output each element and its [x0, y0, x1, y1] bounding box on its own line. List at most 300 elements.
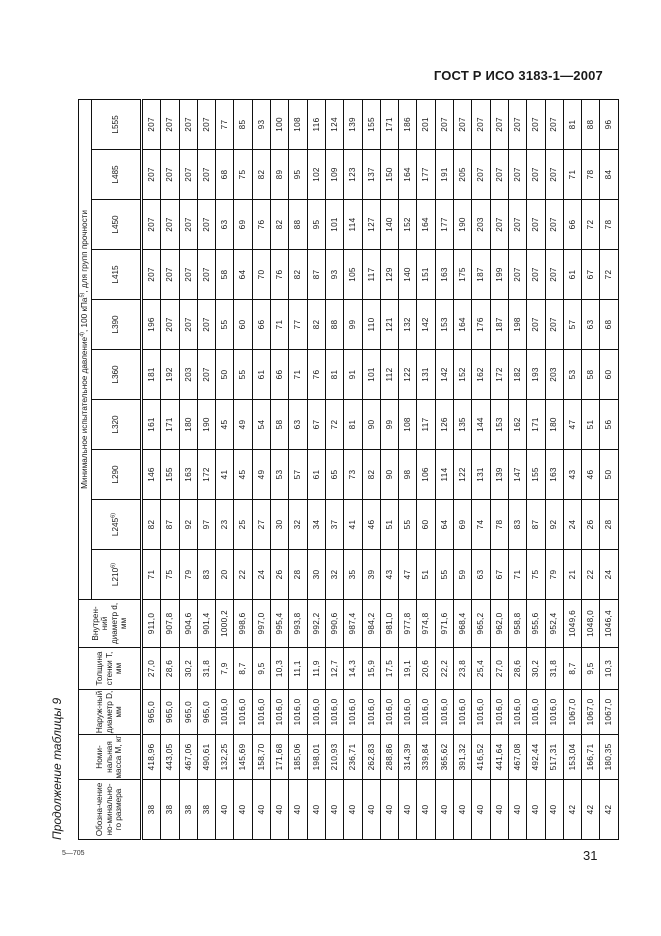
- table-cell: 55: [234, 350, 252, 400]
- table-cell: 45: [216, 400, 234, 450]
- table-cell: 77: [289, 300, 307, 350]
- table-row: [325, 99, 343, 839]
- header-grade-l290: L290: [92, 450, 142, 500]
- table-cell: 185,06: [289, 735, 307, 780]
- table-cell: 152: [454, 350, 472, 400]
- table-cell: 911,0: [142, 600, 161, 648]
- table-cell: 27,0: [142, 648, 161, 690]
- table-cell: 153,04: [563, 735, 581, 780]
- table-row: [216, 99, 234, 839]
- table-cell: 76: [271, 250, 289, 300]
- table-cell: 1000,2: [216, 600, 234, 648]
- table-cell: 177: [435, 200, 453, 250]
- table-cell: 37: [325, 500, 343, 550]
- table-cell: 53: [563, 350, 581, 400]
- table-cell: 61: [563, 250, 581, 300]
- table-cell: 63: [216, 200, 234, 250]
- table-cell: 74: [472, 500, 490, 550]
- table-cell: 164: [399, 150, 417, 200]
- table-cell: 7,9: [216, 648, 234, 690]
- table-cell: 63: [289, 400, 307, 450]
- table-cell: 40: [344, 780, 362, 840]
- table-cell: 9,5: [252, 648, 270, 690]
- table-cell: 171: [527, 400, 545, 450]
- table-cell: 76: [252, 200, 270, 250]
- table-cell: 1016,0: [307, 690, 325, 735]
- table-cell: 171: [380, 99, 398, 149]
- table-cell: 27: [252, 500, 270, 550]
- table-cell: 68: [600, 300, 618, 350]
- table-cell: 418,96: [142, 735, 161, 780]
- table-cell: 76: [307, 350, 325, 400]
- table-cell: 142: [435, 350, 453, 400]
- table-cell: 187: [472, 250, 490, 300]
- table-cell: 164: [454, 300, 472, 350]
- table-cell: 965,0: [161, 690, 179, 735]
- table-cell: 172: [490, 350, 508, 400]
- table-cell: 40: [289, 780, 307, 840]
- table-cell: 1016,0: [380, 690, 398, 735]
- table-cell: 72: [582, 200, 600, 250]
- table-cell: 207: [179, 150, 197, 200]
- table-cell: 49: [234, 400, 252, 450]
- table-cell: 443,05: [161, 735, 179, 780]
- table-cell: 207: [472, 99, 490, 149]
- table-cell: 46: [362, 500, 380, 550]
- table-cell: 22,2: [435, 648, 453, 690]
- table-cell: 207: [197, 300, 215, 350]
- table-cell: 139: [490, 450, 508, 500]
- table-cell: 974,8: [417, 600, 435, 648]
- print-code: 5—705: [62, 850, 85, 857]
- table-cell: 907,8: [161, 600, 179, 648]
- header-mass: Номи-нальная масса M, кг: [79, 735, 142, 780]
- table-cell: 210,93: [325, 735, 343, 780]
- table-cell: 207: [490, 99, 508, 149]
- table-cell: 88: [325, 300, 343, 350]
- table-cell: 27,0: [490, 648, 508, 690]
- table-cell: 127: [362, 200, 380, 250]
- table-cell: 1049,6: [563, 600, 581, 648]
- table-cell: 75: [161, 550, 179, 600]
- table-cell: 207: [142, 99, 161, 149]
- table-cell: 121: [380, 300, 398, 350]
- table-cell: 96: [600, 99, 618, 149]
- table-cell: 391,32: [454, 735, 472, 780]
- table-cell: 41: [344, 500, 362, 550]
- table-cell: 965,0: [142, 690, 161, 735]
- table-cell: 50: [216, 350, 234, 400]
- table-cell: 1067,0: [582, 690, 600, 735]
- table-cell: 124: [325, 99, 343, 149]
- table-cell: 904,6: [179, 600, 197, 648]
- table-cell: 40: [399, 780, 417, 840]
- table-cell: 207: [161, 99, 179, 149]
- table-cell: 153: [435, 300, 453, 350]
- table-cell: 207: [197, 200, 215, 250]
- table-cell: 91: [344, 350, 362, 400]
- table-cell: 132: [399, 300, 417, 350]
- table-cell: 968,4: [454, 600, 472, 648]
- table-cell: 962,0: [490, 600, 508, 648]
- table-cell: 40: [307, 780, 325, 840]
- table-cell: 288,86: [380, 735, 398, 780]
- table-row: [490, 99, 508, 839]
- table-cell: 34: [307, 500, 325, 550]
- table-cell: 28,6: [508, 648, 526, 690]
- table-cell: 40: [508, 780, 526, 840]
- table-cell: 207: [527, 300, 545, 350]
- table-cell: 207: [527, 99, 545, 149]
- table-cell: 1016,0: [417, 690, 435, 735]
- header-grade-l415: L415: [92, 250, 142, 300]
- table-cell: 73: [344, 450, 362, 500]
- table-cell: 58: [216, 250, 234, 300]
- table-cell: 993,8: [289, 600, 307, 648]
- table-cell: 71: [142, 550, 161, 600]
- table-cell: 1048,0: [582, 600, 600, 648]
- table-cell: 20,6: [417, 648, 435, 690]
- table-cell: 971,6: [435, 600, 453, 648]
- rotated-table-block: [50, 100, 614, 840]
- table-cell: 75: [234, 150, 252, 200]
- table-cell: 207: [508, 250, 526, 300]
- table-cell: 42: [582, 780, 600, 840]
- table-cell: 10,3: [271, 648, 289, 690]
- table-cell: 207: [179, 99, 197, 149]
- table-cell: 145,69: [234, 735, 252, 780]
- table-cell: 1016,0: [252, 690, 270, 735]
- table-row: [161, 99, 179, 839]
- table-row: [527, 99, 545, 839]
- table-cell: 56: [600, 400, 618, 450]
- table-cell: 1016,0: [344, 690, 362, 735]
- table-cell: 146: [142, 450, 161, 500]
- table-cell: 90: [362, 400, 380, 450]
- table-cell: 55: [399, 500, 417, 550]
- table-cell: 207: [527, 250, 545, 300]
- table-cell: 135: [454, 400, 472, 450]
- table-cell: 11,9: [307, 648, 325, 690]
- table-cell: 45: [234, 450, 252, 500]
- table-cell: 965,0: [197, 690, 215, 735]
- table-cell: 180: [545, 400, 563, 450]
- table-cell: 207: [508, 200, 526, 250]
- table-cell: 182: [508, 350, 526, 400]
- table-cell: 175: [454, 250, 472, 300]
- table-cell: 207: [142, 250, 161, 300]
- table-cell: 172: [197, 450, 215, 500]
- table-cell: 207: [161, 200, 179, 250]
- table-cell: 990,6: [325, 600, 343, 648]
- table-cell: 207: [472, 150, 490, 200]
- table-cell: 1016,0: [454, 690, 472, 735]
- table-cell: 54: [252, 400, 270, 450]
- table-cell: 187: [490, 300, 508, 350]
- table-cell: 207: [197, 350, 215, 400]
- table-cell: 207: [545, 300, 563, 350]
- table-cell: 207: [179, 300, 197, 350]
- table-cell: 43: [380, 550, 398, 600]
- table-cell: 22: [582, 550, 600, 600]
- table-cell: 147: [508, 450, 526, 500]
- table-cell: 25: [234, 500, 252, 550]
- table-cell: 155: [527, 450, 545, 500]
- table-cell: 92: [179, 500, 197, 550]
- table-cell: 8,7: [234, 648, 252, 690]
- table-row: [508, 99, 526, 839]
- table-cell: 38: [161, 780, 179, 840]
- table-cell: 63: [582, 300, 600, 350]
- table-cell: 64: [234, 250, 252, 300]
- table-cell: 207: [527, 150, 545, 200]
- table-cell: 69: [234, 200, 252, 250]
- table-cell: 69: [454, 500, 472, 550]
- table-row: [545, 99, 563, 839]
- table-cell: 71: [508, 550, 526, 600]
- table-cell: 51: [582, 400, 600, 450]
- table-cell: 163: [179, 450, 197, 500]
- table-cell: 191: [435, 150, 453, 200]
- table-cell: 981,0: [380, 600, 398, 648]
- table-cell: 152: [399, 200, 417, 250]
- header-outer-diameter: Наруж-ный диаметр D, мм: [79, 690, 142, 735]
- table-cell: 192: [161, 350, 179, 400]
- table-row: [307, 99, 325, 839]
- table-cell: 97: [197, 500, 215, 550]
- table-cell: 58: [582, 350, 600, 400]
- table-cell: 30,2: [527, 648, 545, 690]
- table-cell: 40: [234, 780, 252, 840]
- table-cell: 1016,0: [490, 690, 508, 735]
- table-cell: 955,6: [527, 600, 545, 648]
- table-cell: 517,31: [545, 735, 563, 780]
- table-cell: 24: [563, 500, 581, 550]
- table-cell: 87: [161, 500, 179, 550]
- table-cell: 207: [454, 99, 472, 149]
- table-cell: 992,2: [307, 600, 325, 648]
- table-cell: 28,6: [161, 648, 179, 690]
- table-cell: 95: [307, 200, 325, 250]
- table-row: [582, 99, 600, 839]
- table-cell: 88: [289, 200, 307, 250]
- table-cell: 57: [289, 450, 307, 500]
- table-cell: 1016,0: [234, 690, 252, 735]
- table-cell: 9,5: [582, 648, 600, 690]
- table-cell: 207: [435, 99, 453, 149]
- table-cell: 66: [271, 350, 289, 400]
- table-cell: 47: [399, 550, 417, 600]
- table-cell: 87: [307, 250, 325, 300]
- table-cell: 207: [545, 250, 563, 300]
- table-cell: 32: [289, 500, 307, 550]
- table-cell: 101: [362, 350, 380, 400]
- table-cell: 55: [435, 550, 453, 600]
- table-cell: 84: [600, 150, 618, 200]
- table-cell: 122: [454, 450, 472, 500]
- table-cell: 150: [380, 150, 398, 200]
- table-cell: 203: [472, 200, 490, 250]
- table-cell: 40: [216, 780, 234, 840]
- table-cell: 162: [472, 350, 490, 400]
- table-cell: 23,8: [454, 648, 472, 690]
- table-cell: 40: [325, 780, 343, 840]
- table-cell: 116: [307, 99, 325, 149]
- table-cell: 14,3: [344, 648, 362, 690]
- table-cell: 901,4: [197, 600, 215, 648]
- table-cell: 88: [582, 99, 600, 149]
- table-cell: 26: [271, 550, 289, 600]
- table-cell: 114: [435, 450, 453, 500]
- table-cell: 105: [344, 250, 362, 300]
- table-cell: 997,0: [252, 600, 270, 648]
- table-cell: 1016,0: [508, 690, 526, 735]
- table-cell: 71: [563, 150, 581, 200]
- table-cell: 77: [216, 99, 234, 149]
- table-cell: 207: [197, 99, 215, 149]
- table-cell: 82: [252, 150, 270, 200]
- table-cell: 23: [216, 500, 234, 550]
- table-caption: Продолжение таблицы 9: [50, 697, 64, 840]
- table-cell: 53: [271, 450, 289, 500]
- table-cell: 67: [490, 550, 508, 600]
- table-cell: 41: [216, 450, 234, 500]
- table-cell: 47: [563, 400, 581, 450]
- table-cell: 977,8: [399, 600, 417, 648]
- table-cell: 1046,4: [600, 600, 618, 648]
- table-cell: 958,8: [508, 600, 526, 648]
- table-cell: 8,7: [563, 648, 581, 690]
- table-cell: 58: [271, 400, 289, 450]
- table-cell: 201: [417, 99, 435, 149]
- table-cell: 98: [399, 450, 417, 500]
- table-cell: 207: [490, 200, 508, 250]
- table-cell: 19,1: [399, 648, 417, 690]
- table-cell: 78: [490, 500, 508, 550]
- table-cell: 151: [417, 250, 435, 300]
- table-cell: 180: [179, 400, 197, 450]
- table-cell: 139: [344, 99, 362, 149]
- table-row: [234, 99, 252, 839]
- table-cell: 1016,0: [289, 690, 307, 735]
- table-cell: 93: [252, 99, 270, 149]
- table-cell: 10,3: [600, 648, 618, 690]
- table-cell: 177: [417, 150, 435, 200]
- table-cell: 43: [563, 450, 581, 500]
- table-cell: 207: [545, 99, 563, 149]
- table-cell: 965,0: [179, 690, 197, 735]
- table-cell: 40: [252, 780, 270, 840]
- table-cell: 40: [380, 780, 398, 840]
- table-cell: 78: [600, 200, 618, 250]
- table-cell: 186: [399, 99, 417, 149]
- table-cell: 137: [362, 150, 380, 200]
- table-row: [563, 99, 581, 839]
- table-cell: 40: [417, 780, 435, 840]
- table-cell: 144: [472, 400, 490, 450]
- table-cell: 42: [563, 780, 581, 840]
- table-cell: 75: [527, 550, 545, 600]
- table-cell: 40: [472, 780, 490, 840]
- table-cell: 101: [325, 200, 343, 250]
- table-row: [179, 99, 197, 839]
- table-cell: 142: [417, 300, 435, 350]
- header-grade-l450: L450: [92, 200, 142, 250]
- table-cell: 38: [179, 780, 197, 840]
- table-cell: 952,4: [545, 600, 563, 648]
- table-cell: 82: [362, 450, 380, 500]
- table-cell: 1016,0: [325, 690, 343, 735]
- table-cell: 1016,0: [362, 690, 380, 735]
- table-cell: 17,5: [380, 648, 398, 690]
- table-cell: 490,61: [197, 735, 215, 780]
- table-cell: 40: [271, 780, 289, 840]
- table-cell: 93: [325, 250, 343, 300]
- table-cell: 81: [563, 99, 581, 149]
- table-cell: 61: [307, 450, 325, 500]
- table-cell: 112: [380, 350, 398, 400]
- table-cell: 72: [600, 250, 618, 300]
- table-cell: 51: [380, 500, 398, 550]
- table-cell: 22: [234, 550, 252, 600]
- table-cell: 1016,0: [216, 690, 234, 735]
- table-cell: 67: [307, 400, 325, 450]
- table-cell: 38: [197, 780, 215, 840]
- table-cell: 164: [417, 200, 435, 250]
- table-cell: 60: [234, 300, 252, 350]
- table-cell: 79: [545, 550, 563, 600]
- header-grade-l485: L485: [92, 150, 142, 200]
- table-cell: 207: [197, 150, 215, 200]
- table-cell: 155: [362, 99, 380, 149]
- table-cell: 365,62: [435, 735, 453, 780]
- table-cell: 78: [582, 150, 600, 200]
- table-cell: 163: [435, 250, 453, 300]
- table-cell: 64: [435, 500, 453, 550]
- table-cell: 102: [307, 150, 325, 200]
- table-cell: 35: [344, 550, 362, 600]
- table-cell: 50: [600, 450, 618, 500]
- table-cell: 110: [362, 300, 380, 350]
- table-cell: 12,7: [325, 648, 343, 690]
- table-cell: 109: [325, 150, 343, 200]
- table-cell: 1016,0: [527, 690, 545, 735]
- table-cell: 57: [563, 300, 581, 350]
- table-cell: 40: [545, 780, 563, 840]
- table-cell: 196: [142, 300, 161, 350]
- table-cell: 198,01: [307, 735, 325, 780]
- table-row: [600, 99, 618, 839]
- table-cell: 70: [252, 250, 270, 300]
- pressure-test-table: [78, 99, 619, 840]
- table-cell: 20: [216, 550, 234, 600]
- table-cell: 24: [252, 550, 270, 600]
- table-row: [271, 99, 289, 839]
- table-cell: 106: [417, 450, 435, 500]
- table-cell: 207: [142, 150, 161, 200]
- table-cell: 40: [527, 780, 545, 840]
- header-grade-l210: L210$^{6)}$: [92, 550, 142, 600]
- header-grade-l320: L320: [92, 400, 142, 450]
- table-row: [399, 99, 417, 839]
- table-cell: 153: [490, 400, 508, 450]
- table-cell: 82: [142, 500, 161, 550]
- table-cell: 987,4: [344, 600, 362, 648]
- table-cell: 180,35: [600, 735, 618, 780]
- header-designation: Обозна-чение но-минально-го размера: [79, 780, 142, 840]
- table-row: [142, 99, 161, 839]
- table-cell: 66: [252, 300, 270, 350]
